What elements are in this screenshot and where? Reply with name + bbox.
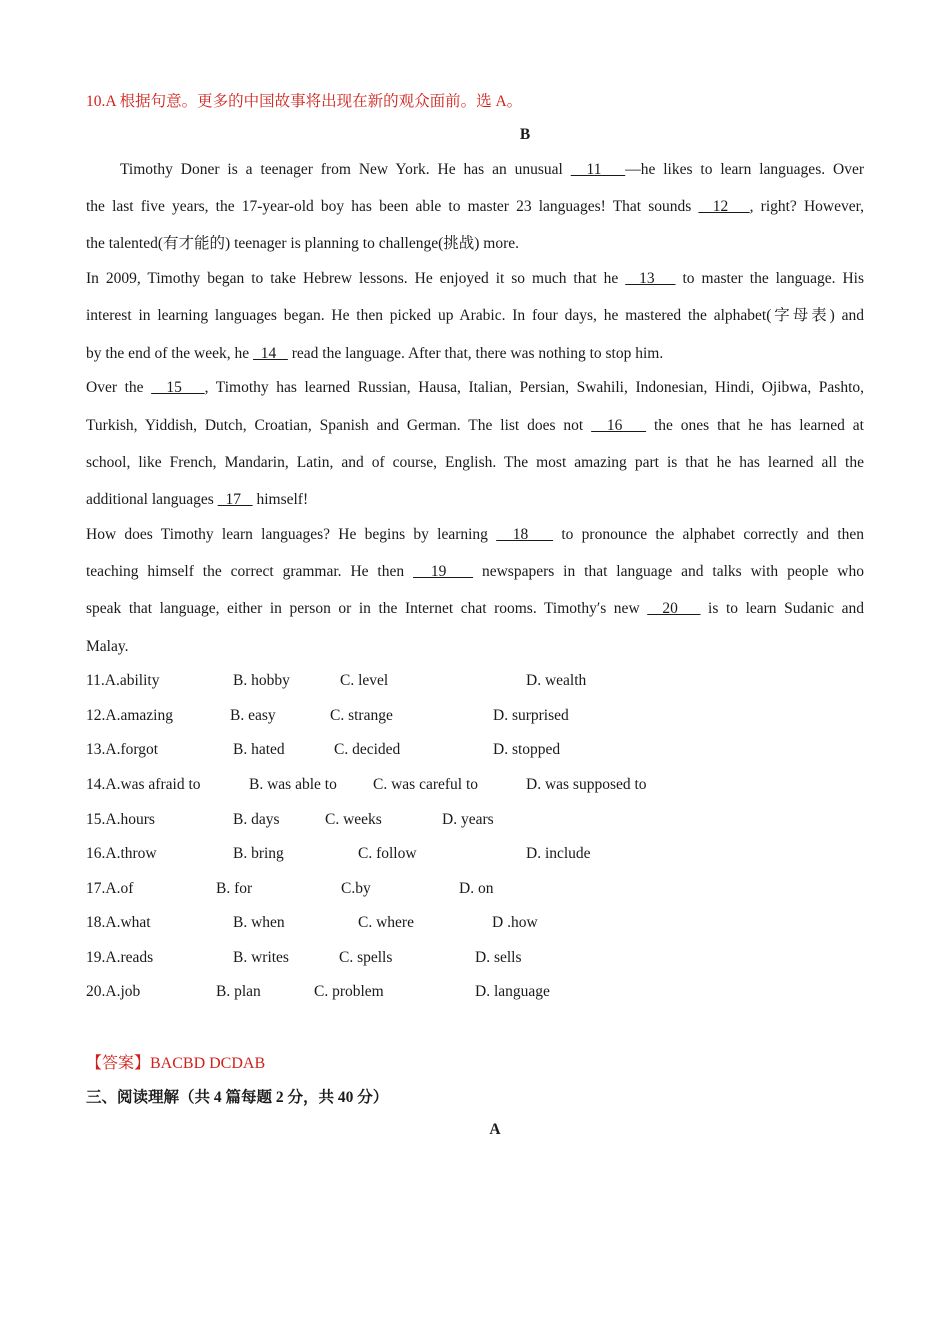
option: C. level (340, 672, 389, 689)
passage-line: Over the 15 , Timothy has learned Russian, Hausa, Italian, Persian, Swahili, Indonesian, Hindi, Ojibwa, Pashto, (86, 379, 865, 396)
passage-line: Malay. (86, 638, 129, 655)
option: 13.A.forgot (86, 741, 159, 758)
answer-key: 【答案】BACBD DCDAB (86, 1055, 266, 1072)
option: D. on (459, 880, 494, 897)
answer-note-10: 10.A 根据句意。更多的中国故事将出现在新的观众面前。选 A。 (86, 93, 523, 110)
option-row-11 (86, 670, 886, 692)
option-row-16 (86, 843, 886, 865)
option: 12.A.amazing (86, 707, 173, 724)
option: D. years (442, 811, 494, 828)
option-row-19 (86, 947, 886, 969)
option: B. plan (216, 983, 261, 1000)
option-row-18 (86, 912, 886, 934)
blank-20: 20 (647, 600, 701, 617)
blank-11: 11 (570, 161, 626, 178)
option: B. writes (233, 949, 289, 966)
passage-line: speak that language, either in person or in the Internet chat rooms. Timothy′s new 20 is to learn Sudanic and (86, 600, 864, 617)
passage-line: additional languages 17 himself! (86, 491, 309, 508)
option: C. spells (339, 949, 393, 966)
passage-line: In 2009, Timothy began to take Hebrew lessons. He enjoyed it so much that he 13 to master the language. His (86, 270, 864, 287)
passage-line: Turkish, Yiddish, Dutch, Croatian, Spanish and German. The list does not 16 the ones that he has learned at (86, 417, 864, 434)
option-row-17 (86, 878, 886, 900)
option: C. follow (358, 845, 417, 862)
option: 17.A.of (86, 880, 134, 897)
option: C. strange (330, 707, 393, 724)
option: D. wealth (526, 672, 587, 689)
blank-18: 18 (496, 526, 554, 543)
passage-line: Timothy Doner is a teenager from New York. He has an unusual 11 —he likes to learn languages. Over (120, 161, 864, 178)
option: B. hobby (233, 672, 290, 689)
option-row-15 (86, 809, 886, 831)
option: D. language (475, 983, 550, 1000)
option: D. surprised (493, 707, 569, 724)
option: B. easy (230, 707, 276, 724)
blank-15: 15 (151, 379, 205, 396)
blank-19: 19 (413, 563, 474, 580)
option: C. decided (334, 741, 401, 758)
option: C. problem (314, 983, 384, 1000)
passage-line: How does Timothy learn languages? He begins by learning 18 to pronounce the alphabet correctly and then (86, 526, 865, 543)
blank-16: 16 (591, 417, 647, 434)
passage-line: by the end of the week, he 14 read the language. After that, there was nothing to stop him. (86, 345, 664, 362)
option-row-12 (86, 705, 886, 727)
blank-17: 17 (217, 491, 253, 508)
option: B. days (233, 811, 280, 828)
option: 14.A.was afraid to (86, 776, 201, 793)
passage-line: the last five years, the 17-year-old boy has been able to master 23 languages! That sounds 12 , right? However, (86, 198, 865, 215)
passage-line: the talented(有才能的) teenager is planning to challenge(挑战) more. (86, 235, 519, 252)
option: B. was able to (249, 776, 337, 793)
option: B. bring (233, 845, 284, 862)
option: 20.A.job (86, 983, 141, 1000)
passage-line: teaching himself the correct grammar. He then 19 newspapers in that language and talks with people who (86, 563, 864, 580)
option: D. stopped (493, 741, 561, 758)
option: 18.A.what (86, 914, 151, 931)
option: B. hated (233, 741, 285, 758)
blank-12: 12 (698, 198, 750, 215)
option: B. for (216, 880, 253, 897)
option: D. sells (475, 949, 522, 966)
option-row-14 (86, 774, 886, 796)
blank-13: 13 (625, 270, 676, 287)
option: C. where (358, 914, 414, 931)
option: C. weeks (325, 811, 382, 828)
passage-b-heading: B (519, 126, 531, 143)
option: 16.A.throw (86, 845, 157, 862)
option: 15.A.hours (86, 811, 155, 828)
option: 19.A.reads (86, 949, 154, 966)
section-title: 三、阅读理解（共 4 篇每题 2 分，共 40 分） (86, 1089, 389, 1106)
passage-line: school, like French, Mandarin, Latin, and of course, English. The most amazing part is that he has learned all the (86, 454, 864, 471)
option-row-13 (86, 739, 886, 761)
blank-14: 14 (253, 345, 288, 362)
option: 11.A.ability (86, 672, 160, 689)
option: C. was careful to (373, 776, 479, 793)
option: B. when (233, 914, 285, 931)
option-row-20 (86, 981, 886, 1003)
option: D .how (492, 914, 538, 931)
passage-line: interest in learning languages began. He then picked up Arabic. In four days, he mastered the alphabet(字母表) and (86, 307, 864, 324)
option: D. was supposed to (526, 776, 647, 793)
option: D. include (526, 845, 591, 862)
option: C.by (341, 880, 371, 897)
section-a-heading: A (489, 1121, 501, 1138)
